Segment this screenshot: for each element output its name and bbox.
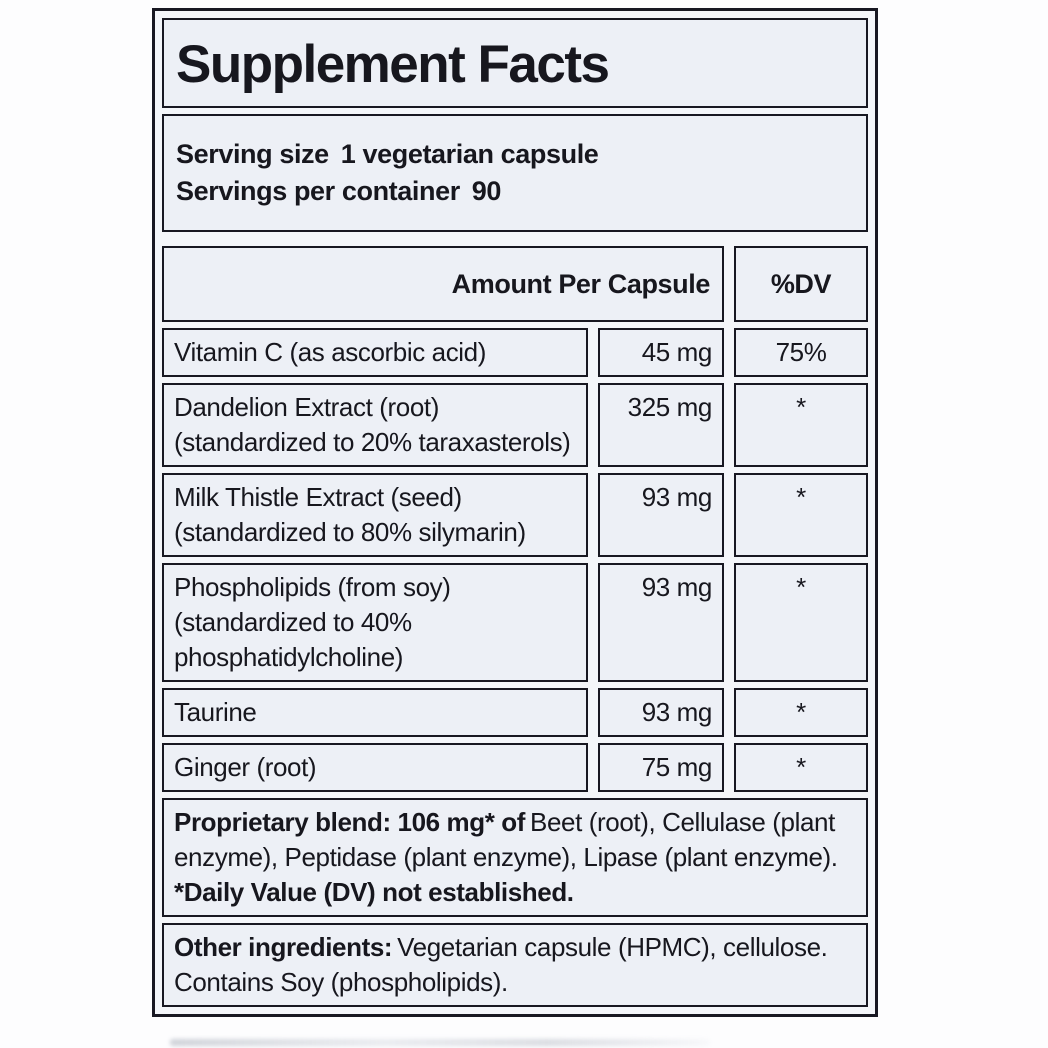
servings-per-container-label: Servings per container [176,176,460,206]
ingredient-dv-cell: * [734,383,868,467]
ingredient-detail: (standardized to 80% silymarin) [174,517,526,547]
ingredient-amount-cell: 93 mg [598,473,724,557]
ingredient-amount-cell: 325 mg [598,383,724,467]
ingredient-amount-cell: 93 mg [598,563,724,682]
ingredient-name-cell [162,383,588,467]
proprietary-blend-text [174,805,856,875]
supplement-facts-label [152,8,878,1017]
ingredient-name: Milk Thistle Extract (seed) [174,482,462,512]
daily-value-footnote: *Daily Value (DV) not established. [174,877,574,907]
ingredient-dv-cell: * [734,563,868,682]
ingredient-name-cell [162,473,588,557]
serving-size-line [176,136,854,173]
ingredient-name-cell [162,688,588,737]
ingredient-dv-cell: 75% [734,328,868,377]
contains-soy-text: Contains Soy (phospholipids). [174,967,508,997]
ingredient-detail: (standardized to 40% phosphatidylcholine) [174,607,412,672]
proprietary-blend-label: Proprietary blend: 106 mg* of [174,807,526,837]
amount-header-label: Amount Per Capsule [451,269,710,299]
table-row [162,328,868,377]
title-box [162,18,868,108]
table-header-row [162,246,868,322]
serving-info-box [162,114,868,232]
amount-header-cell [162,246,724,322]
ingredient-detail: (standardized to 20% taraxasterols) [174,427,571,457]
proprietary-blend-ingredients: Beet (root), Cellulase (plant enzyme), Peptidase (plant enzyme), Lipase (plant enzyme). [174,807,838,872]
ingredient-name-cell [162,563,588,682]
serving-size-label: Serving size [176,139,329,169]
ingredient-name-cell [162,743,588,792]
dv-header-cell [734,246,868,322]
ingredient-name: Ginger (root) [174,752,317,782]
serving-size-value: 1 vegetarian capsule [340,139,599,169]
ingredient-dv-cell: * [734,743,868,792]
servings-per-container-line [176,173,854,210]
ingredient-name-cell [162,328,588,377]
table-row [162,743,868,792]
ingredient-name: Phospholipids (from soy) [174,572,451,602]
other-ingredients-box [162,923,868,1007]
table-row [162,688,868,737]
ingredient-name: Vitamin C (as ascorbic acid) [174,337,486,367]
servings-per-container-value: 90 [471,176,502,206]
other-ingredients-label: Other ingredients: [174,932,393,962]
label-title: Supplement Facts [176,35,609,94]
ingredient-amount-cell: 75 mg [598,743,724,792]
ingredient-name: Taurine [174,697,257,727]
dv-header-label: %DV [770,269,832,299]
ingredient-name: Dandelion Extract (root) [174,392,439,422]
ingredient-amount-cell: 93 mg [598,688,724,737]
other-ingredients-text [174,930,856,965]
ingredient-amount-cell: 45 mg [598,328,724,377]
bottom-edge-artifact [170,1039,710,1046]
table-row [162,383,868,467]
table-row [162,563,868,682]
table-row [162,473,868,557]
ingredient-dv-cell: * [734,688,868,737]
ingredient-dv-cell: * [734,473,868,557]
other-ingredients-list: Vegetarian capsule (HPMC), cellulose. [397,932,828,962]
proprietary-blend-box [162,798,868,917]
